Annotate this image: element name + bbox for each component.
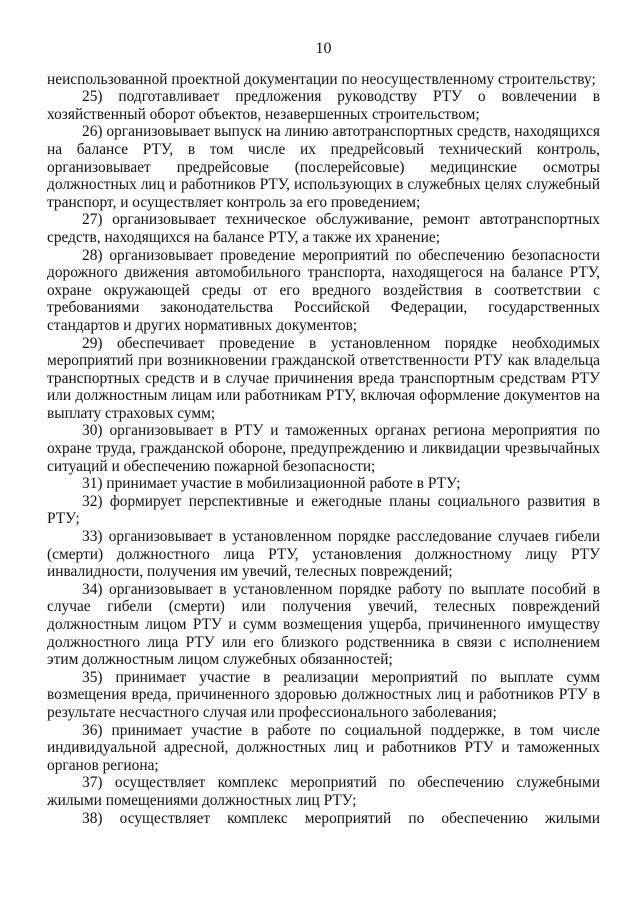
- paragraph: 30) организовывает в РТУ и таможенных органах региона мероприятия по охране труда, гражданской обороне, предупреждению и ликвидации чрезвычайных ситуаций и обеспечению пожарной безопасности;: [47, 422, 600, 475]
- paragraph: 37) осуществляет комплекс мероприятий по обеспечению служебными жилыми помещениями должностных лиц РТУ;: [47, 774, 600, 809]
- paragraph: 31) принимает участие в мобилизационной работе в РТУ;: [82, 475, 461, 493]
- paragraph: 28) организовывает проведение мероприятий по обеспечению безопасности дорожного движения автомобильного транспорта, находящегося на балансе РТУ, охране окружающей среды от его вредного воздействия в соответствии с требованиями законодательства Российской Федерации, государственных стандартов и других нормативных документов;: [47, 246, 600, 334]
- paragraph: 34) организовывает в установленном порядке работу по выплате пособий в случае гибели (смерти) или получения увечий, телесных повреждений должностным лицом РТУ и сумм возмещения ущерба, причиненного имуществу должностного лица РТУ или его близкого родственника в связи с исполнением этим должностным лицом служебных обязанностей;: [47, 580, 600, 669]
- paragraph: 27) организовывает техническое обслуживание, ремонт автотранспортных средств, находящихся на балансе РТУ, а также их хранение;: [47, 211, 600, 246]
- paragraph: 32) формирует перспективные и ежегодные планы социального развития в РТУ;: [47, 492, 600, 528]
- paragraph: 35) принимает участие в реализации мероприятий по выплате сумм возмещения вреда, причиненного здоровью должностных лиц и работников РТУ в результате несчастного случая или профессионального заболевания;: [47, 668, 600, 721]
- paragraph: 33) организовывает в установленном порядке расследование случаев гибели (смерти) должностного лица РТУ, установления должностному лицу РТУ инвалидности, получения им увечий, телесных повреждений;: [47, 528, 600, 581]
- paragraph: 26) организовывает выпуск на линию автотранспортных средств, находящихся на балансе РТУ, в том числе их предрейсовый технический контроль, организовывает предрейсовые (послерейсовые) медицинские осмотры должностных лиц и работников РТУ, использующих в служебных целях служебный транспорт, и осуществляет контроль за его проведением;: [47, 123, 600, 211]
- paragraph: 38) осуществляет комплекс мероприятий по обеспечению жилыми: [82, 809, 600, 827]
- paragraph: неиспользованной проектной документации по неосуществленному строительству;: [47, 70, 596, 88]
- paragraph: 29) обеспечивает проведение в установленном порядке необходимых мероприятий при возникновении гражданской ответственности РТУ как владельца транспортных средств и в случае причинения вреда транспортным средствам РТУ или должностным лицам или работникам РТУ, включая оформление документов на выплату страховых сумм;: [47, 334, 600, 422]
- paragraph: 36) принимает участие в работе по социальной поддержке, в том числе индивидуальной адресной, должностных лиц и работников РТУ и таможенных органов региона;: [47, 721, 600, 774]
- paragraph: 25) подготавливает предложения руководству РТУ о вовлечении в хозяйственный оборот объектов, незавершенных строительством;: [47, 88, 600, 123]
- page-number: 10: [315, 40, 332, 57]
